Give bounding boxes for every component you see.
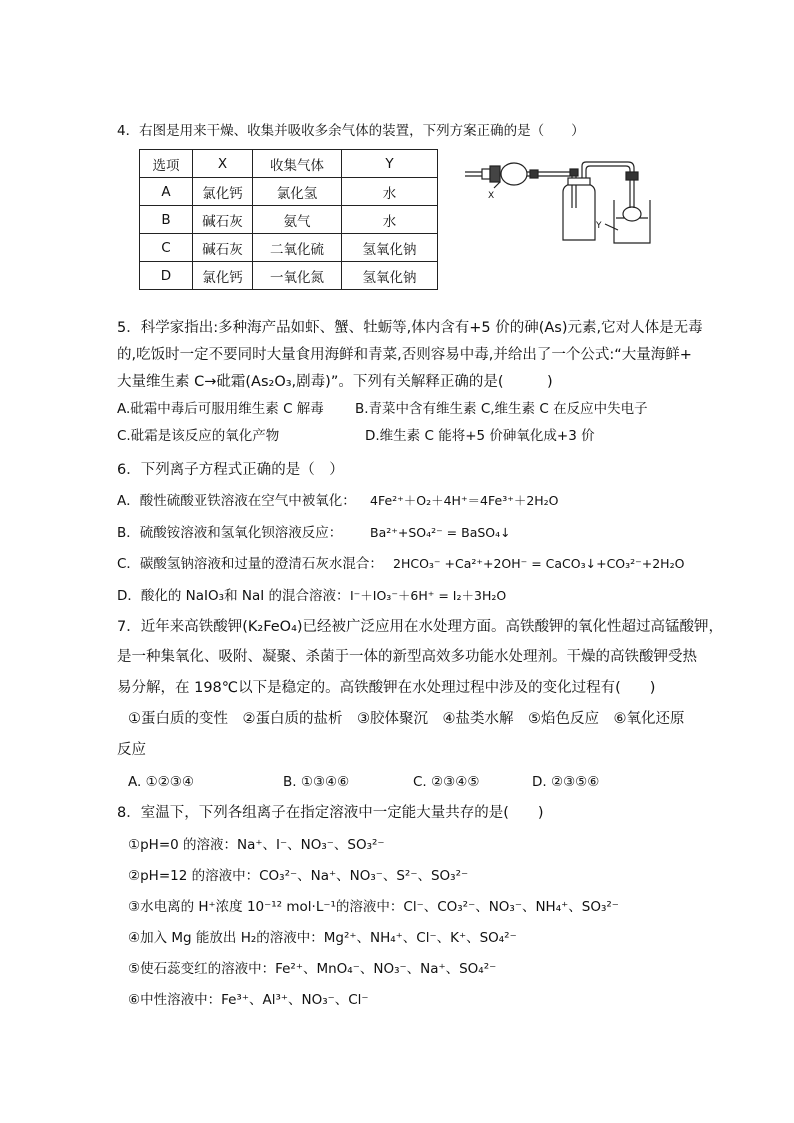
q6-option-d-label: D．酸化的 NaIO₃和 NaI 的混合溶液： — [117, 588, 350, 604]
q7-process-list: ①蛋白质的变性 ②蛋白质的盐析 ③胶体聚沉 ④盐类水解 ⑤焰色反应 ⑥氧化还原 — [128, 711, 685, 727]
gas-apparatus-diagram — [460, 148, 665, 248]
q5-line3: 大量维生素 C→砒霜(As₂O₃,剧毒)”。下列有关解释正确的是( ) — [117, 374, 553, 390]
table-cell: 碱石灰 — [193, 206, 253, 234]
q8-item: ②pH=12 的溶液中：CO₃²⁻、Na⁺、NO₃⁻、S²⁻、SO₃²⁻ — [128, 868, 469, 884]
table-cell: 氢氧化钠 — [342, 234, 438, 262]
table-cell: 氯化氢 — [253, 178, 342, 206]
q5-line2: 的,吃饭时一定不要同时大量食用海鲜和青菜,否则容易中毒,并给出了一个公式:“大量海鲜+ — [117, 347, 692, 363]
q6-option-a-equation: 4Fe²⁺＋O₂＋4H⁺＝4Fe³⁺＋2H₂O — [370, 493, 559, 508]
q5-option-c: C.砒霜是该反应的氧化产物 — [117, 428, 280, 444]
q7-option-c: C. ②③④⑤ — [413, 774, 480, 790]
table-cell: B — [140, 206, 193, 234]
table-row — [140, 206, 438, 234]
q7-option-d: D. ②③⑤⑥ — [532, 774, 600, 790]
q6-option-a-label: A．酸性硫酸亚铁溶液在空气中被氧化： — [117, 493, 356, 509]
q7-line2: 是一种集氧化、吸附、凝聚、杀菌于一体的新型高效多功能水处理剂。干燥的高铁酸钾受热 — [117, 649, 697, 665]
table-header: 收集气体 — [253, 150, 342, 178]
q8-item: ④加入 Mg 能放出 H₂的溶液中：Mg²⁺、NH₄⁺、Cl⁻、K⁺、SO₄²⁻ — [128, 930, 517, 946]
q7-option-b: B. ①③④⑥ — [283, 774, 350, 790]
label-x: X — [488, 191, 495, 201]
q7-line1: 7．近年来高铁酸钾(K₂FeO₄)已经被广泛应用在水处理方面。高铁酸钾的氧化性超过高锰酸钾， — [117, 619, 724, 635]
q8-item: ⑥中性溶液中：Fe³⁺、Al³⁺、NO₃⁻、Cl⁻ — [128, 992, 369, 1008]
q8-item: ③水电离的 H⁺浓度 10⁻¹² mol·L⁻¹的溶液中：Cl⁻、CO₃²⁻、NO₃⁻、NH₄⁺、SO₃²⁻ — [128, 899, 619, 915]
table-cell: 氯化钙 — [193, 262, 253, 290]
table-cell: A — [140, 178, 193, 206]
table-row — [140, 234, 438, 262]
q5-option-d: D.维生素 C 能将+5 价砷氧化成+3 价 — [365, 428, 595, 444]
q5-line1: 5．科学家指出:多种海产品如虾、蟹、牡蛎等,体内含有+5 价的砷(As)元素,它对人体是无毒 — [117, 320, 703, 336]
table-cell: D — [140, 262, 193, 290]
q7-option-a: A. ①②③④ — [128, 774, 194, 790]
q8-stem: 8．室温下，下列各组离子在指定溶液中一定能大量共存的是( ) — [117, 805, 544, 821]
table-cell: 一氧化氮 — [253, 262, 342, 290]
table-header: 选项 — [140, 150, 193, 178]
table-cell: C — [140, 234, 193, 262]
q4-stem: 4．右图是用来干燥、收集并吸收多余气体的装置，下列方案正确的是（ ） — [117, 123, 585, 139]
q7-process-list-cont: 反应 — [117, 742, 146, 758]
q8-item: ⑤使石蕊变红的溶液中：Fe²⁺、MnO₄⁻、NO₃⁻、Na⁺、SO₄²⁻ — [128, 961, 497, 977]
q5-option-b: B.青菜中含有维生素 C,维生素 C 在反应中失电子 — [355, 401, 648, 417]
table-header-row — [140, 150, 438, 178]
table-cell: 氢氧化钠 — [342, 262, 438, 290]
table-cell: 水 — [342, 178, 438, 206]
q6-option-b-equation: Ba²⁺+SO₄²⁻ = BaSO₄↓ — [370, 525, 511, 540]
table-cell: 碱石灰 — [193, 234, 253, 262]
table-cell: 氨气 — [253, 206, 342, 234]
q6-option-d-equation: I⁻＋IO₃⁻＋6H⁺ = I₂＋3H₂O — [350, 588, 507, 603]
q8-item: ①pH=0 的溶液：Na⁺、I⁻、NO₃⁻、SO₃²⁻ — [128, 837, 385, 853]
q6-stem: 6．下列离子方程式正确的是（ ） — [117, 462, 344, 478]
q4-options-table — [139, 149, 438, 290]
table-cell: 水 — [342, 206, 438, 234]
q7-line3: 易分解，在 198℃以下是稳定的。高铁酸钾在水处理过程中涉及的变化过程有( ) — [117, 680, 656, 696]
label-y: Y — [596, 221, 602, 231]
q6-option-c-label: C．碳酸氢钠溶液和过量的澄清石灰水混合： — [117, 556, 383, 572]
q6-option-b-label: B．硫酸铵溶液和氢氧化钡溶液反应： — [117, 525, 343, 541]
table-row — [140, 262, 438, 290]
q6-option-c-equation: 2HCO₃⁻ +Ca²⁺+2OH⁻ = CaCO₃↓+CO₃²⁻+2H₂O — [393, 556, 685, 571]
table-header: X — [193, 150, 253, 178]
table-cell: 氯化钙 — [193, 178, 253, 206]
table-header: Y — [342, 150, 438, 178]
table-cell: 二氧化硫 — [253, 234, 342, 262]
q5-option-a: A.砒霜中毒后可服用维生素 C 解毒 — [117, 401, 324, 417]
table-row — [140, 178, 438, 206]
